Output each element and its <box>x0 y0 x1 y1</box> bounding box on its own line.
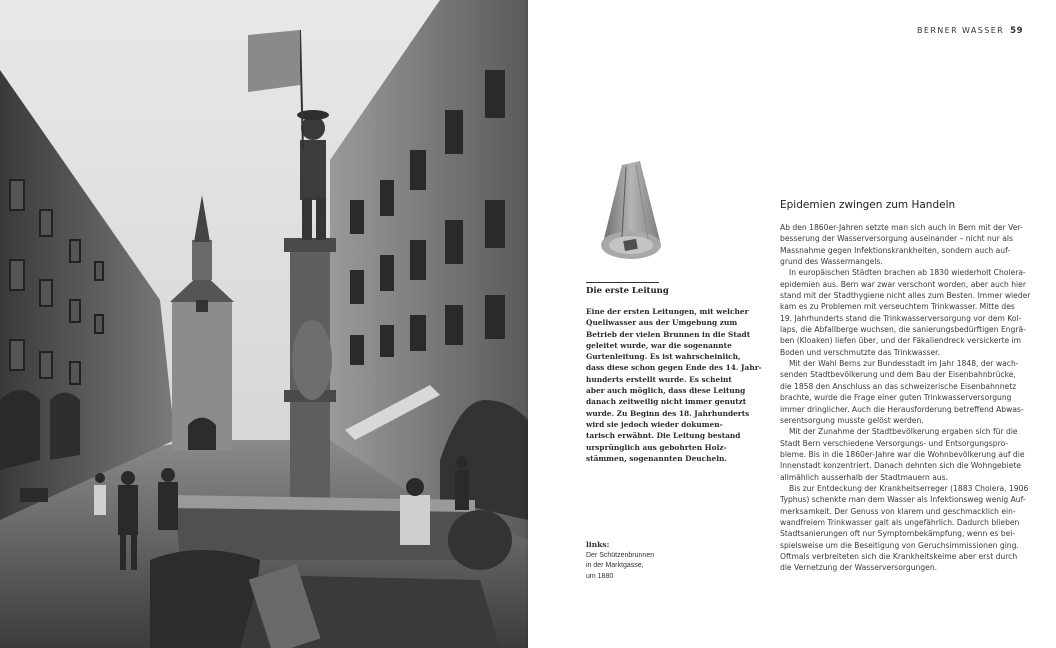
article-line: Ab den 1860er-Jahren setzte man sich auch in Bern mit der Ver- <box>780 223 1023 232</box>
sidebar-line: stämmen, sogenannten Deucheln. <box>586 453 727 463</box>
page-number: 59 <box>1010 26 1023 36</box>
sidebar-line: danach zeitweilig nicht immer genutzt <box>586 397 747 407</box>
wooden-pipe-photo <box>596 157 676 267</box>
article-line: Boden und verschmutzte das Trinkwasser. <box>780 347 940 357</box>
sidebar-line: ursprünglich aus gebohrten Holz- <box>586 442 727 452</box>
article-heading: Epidemien zwingen zum Handeln <box>780 199 956 211</box>
article-line: bleme. Bis in die 1860er-Jahre war die Wohnbevölkerung auf die <box>780 449 1025 459</box>
article-line: senden Stadtbevölkerung und dem Bau der Eisenbahnbrücke, <box>780 370 1016 380</box>
article-line: Mit der Wahl Berns zur Bundesstadt im Jahr 1848, der wach- <box>789 359 1019 369</box>
article-line: 19. Jahrhunderts stand die Trinkwasserversorgung vor dem Kol- <box>780 313 1022 323</box>
article-line: die 1858 den Anschluss an das schweizerische Eisenbahnnetz <box>780 381 1017 391</box>
article-line: Stadt Bern verschiedene Versorgungs- und Entsorgungspro- <box>780 438 1009 448</box>
sidebar-line: wurde. Zu Beginn des 18. Jahrhunderts <box>586 408 750 418</box>
article-line: wandfreiem Trinkwasser galt als ungefährlich. Dadurch blieben <box>780 517 1020 527</box>
article-line: ben (Kloaken) liefen über, und der Fäkaliendreck versickerte im <box>780 336 1022 346</box>
sidebar-line: wird sie jedoch wieder dokumen- <box>586 419 723 429</box>
article-line: Typhus) schenkte man dem Wasser als Infektionsweg wenig Auf- <box>780 495 1026 505</box>
article-line: stand mit der Stadthygiene nicht alles zum Besten. Immer wieder <box>780 291 1031 301</box>
running-head <box>917 26 1023 36</box>
article-line: Bis zur Entdeckung der Krankheitserreger (1883 Cholera, 1906 <box>789 483 1029 493</box>
photo-caption <box>586 540 686 582</box>
sidebar-line: geleitet wurde, war die sogenannte <box>586 340 732 350</box>
sidebar-text <box>586 306 762 464</box>
sidebar-line: dass diese schon gegen Ende des 14. Jahr- <box>586 363 762 373</box>
article-line: Stadtsanierungen oft nur Symptombekämpfung, wenn es bei- <box>780 529 1016 539</box>
article-line: Mit der Zunahme der Stadtbevölkerung ergaben sich für die <box>789 427 1018 437</box>
article-line: Massnahme gegen Infektionskrankheiten, sondern auch auf- <box>780 245 1011 255</box>
caption-line: um 1880 <box>586 572 614 580</box>
article-line: serentsorgung musste gelöst werden. <box>780 415 924 425</box>
sidebar-title: Die erste Leitung <box>586 286 669 296</box>
running-head-title: BERNER WASSER <box>916 26 1005 35</box>
article-body <box>780 222 1031 574</box>
article-line: Oftmals verbreiteten sich die Krankheitskeime aber erst durch <box>780 551 1018 561</box>
article-line: Innenstadt konzentriert. Danach dehnten sich die Wohngebiete <box>780 461 1021 471</box>
caption-label: links: <box>586 540 610 549</box>
article-line: die Vernetzung der Wasserversorgungen. <box>780 563 938 573</box>
sidebar-line: hunderts erstellt wurde. Es scheint <box>586 374 732 384</box>
sidebar-line: Eine der ersten Leitungen, mit welcher <box>586 307 749 316</box>
article-line: besserung der Wasserversorgung auseinander – nicht nur als <box>780 234 1013 244</box>
article-line: kam es zu Problemen mit verseuchtem Trinkwasser. Mitte des <box>780 302 1015 312</box>
article-line: spielsweise um die Beseitigung von Geruchsimmissionen ging. <box>780 540 1019 550</box>
sidebar-line: tarisch erwähnt. Die Leitung bestand <box>586 431 741 441</box>
sidebar-line: Betrieb der vielen Brunnen in die Stadt <box>586 329 751 339</box>
right-page <box>528 0 1056 648</box>
sidebar-line: aber auch möglich, dass diese Leitung <box>586 386 746 396</box>
article-line: grund des Wassermangels. <box>780 257 883 267</box>
caption-line: in der Marktgasse, <box>586 562 644 569</box>
article-line: merksamkeit. Der Genuss von klarem und geschmacklich ein- <box>780 506 1016 516</box>
sidebar-line: Quellwasser aus der Umgebung zum <box>586 318 738 328</box>
article-line: brachte, wurde die Frage einer guten Trinkwasserversorgung <box>780 393 1012 403</box>
caption-line: Der Schützenbrunnen <box>586 551 655 559</box>
article-line: In europäischen Städten brachen ab 1830 wiederholt Cholera- <box>789 268 1026 278</box>
article-line: immer dringlicher. Auch die Herausforderung betreffend Abwas- <box>780 404 1024 414</box>
sidebar-line: Gurtenleitung. Es ist wahrscheinlich, <box>586 352 741 362</box>
article-line: laps, die Abfallberge wuchsen, die sanierungsbedürftigen Engrä- <box>780 325 1026 335</box>
article-line: epidemien aus. Bern war zwar verschont worden, aber auch hier <box>780 279 1026 289</box>
sidebar-rule <box>586 282 659 283</box>
article-line: allmählich ausserhalb der Stadtmauern aus. <box>780 472 949 482</box>
